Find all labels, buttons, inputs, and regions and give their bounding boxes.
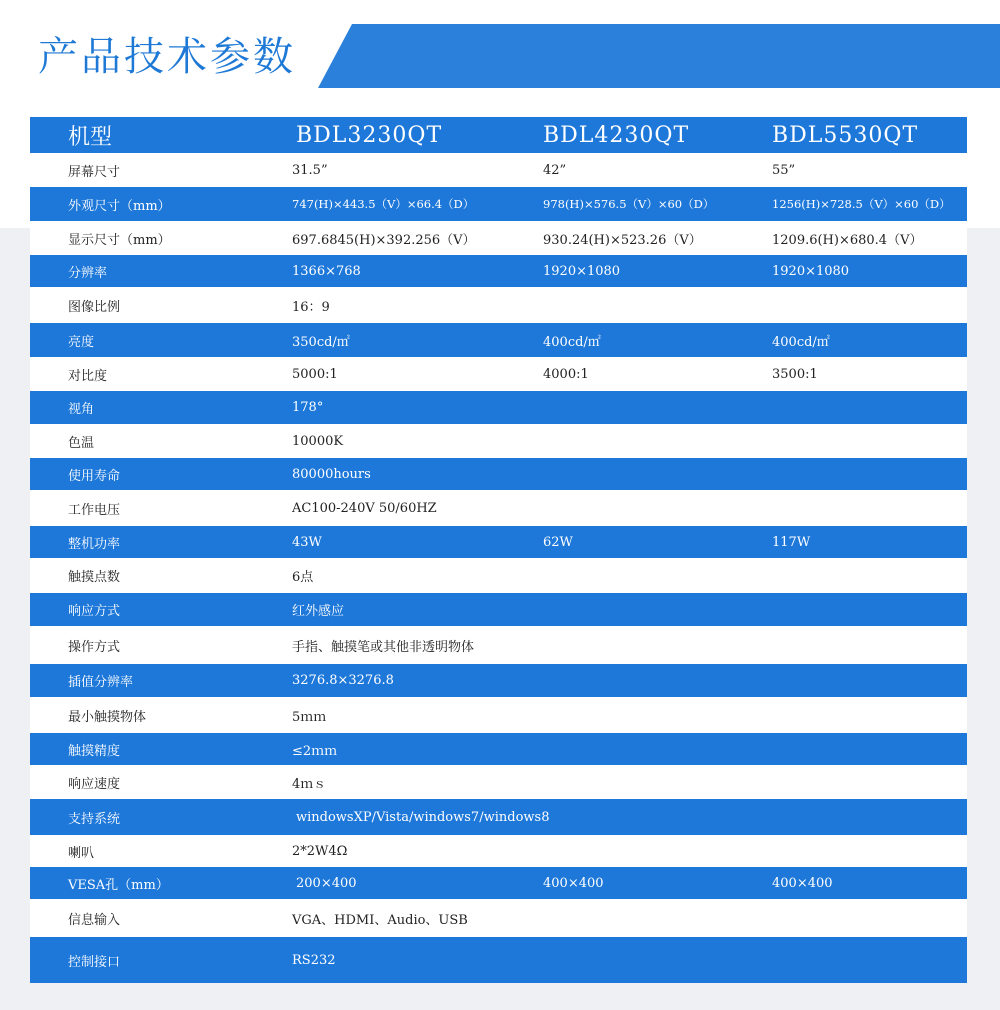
value-model-1: 5000:1 [292,366,338,382]
value-model-2: 978(H)×576.5（V）×60（D） [543,197,715,211]
table-row [30,255,967,287]
row-label: 整机功率 [68,536,121,552]
row-label: 外观尺寸（mm） [68,198,171,214]
header-model-1: BDL3230QT [296,122,443,148]
row-label: 对比度 [68,368,108,384]
row-label: VESA孔（mm） [68,877,169,893]
row-label: 视角 [68,402,95,417]
value-model-2: 930.24(H)×523.26（V） [543,232,702,248]
value-model-1: 红外感应 [292,604,345,619]
value-model-1: AC100-240V 50/60HZ [292,500,437,516]
table-row [30,799,967,835]
table-row [30,490,967,526]
value-model-1: 80000hours [292,466,371,482]
value-model-1: 697.6845(H)×392.256（V） [292,232,476,248]
table-row [30,424,967,458]
row-label: 触摸点数 [68,570,121,585]
table-row [30,187,967,221]
value-model-3: 1920×1080 [772,263,850,279]
row-label: 控制接口 [68,954,121,970]
value-model-1: ≤2ｍｍ [292,743,338,759]
value-model-2: 1920×1080 [543,263,621,279]
row-label: 信息输入 [68,912,121,928]
header-model-label: 机型 [68,124,113,150]
value-model-1: 178° [292,400,324,415]
value-model-3: 400×400 [772,875,833,891]
table-row [30,287,967,323]
value-model-2: 42” [543,162,567,178]
table-row [30,153,967,187]
value-model-1: 200×400 [296,875,357,891]
value-model-1: 16：9 [292,299,330,315]
value-model-3: 1256(H)×728.5（V）×60（D） [772,197,951,211]
row-label: 喇叭 [68,845,95,861]
header-model-2: BDL4230QT [543,122,690,148]
table-row [30,221,967,255]
value-model-1: 5ｍｍ [292,709,327,725]
table-row [30,867,967,899]
value-model-1: 3276.8×3276.8 [292,673,394,688]
value-model-1: 6点 [292,570,314,585]
value-model-1: RS232 [292,952,336,968]
value-model-3: 1209.6(H)×680.4（V） [772,232,923,248]
value-model-1: 350cd/㎡ [292,334,350,350]
row-label: 显示尺寸（mm） [68,232,171,248]
row-label: 图像比例 [68,299,121,315]
value-model-3: 55” [772,162,796,178]
title-banner [318,24,1000,88]
row-label: 响应方式 [68,604,121,619]
table-row [30,323,967,357]
value-model-3: 117W [772,534,811,550]
value-model-1: 10000K [292,433,344,449]
value-model-1: 手指、触摸笔或其他非透明物体 [292,639,475,655]
row-label: 工作电压 [68,502,121,518]
table-row [30,391,967,424]
table-row [30,458,967,490]
table-row [30,526,967,558]
value-model-2: 4000:1 [543,366,589,382]
row-label: 最小触摸物体 [68,709,147,725]
table-row [30,937,967,983]
row-label: 使用寿命 [68,468,121,484]
row-label: 亮度 [68,334,95,350]
value-model-1: windowsXP/Vista/windows7/windows8 [296,809,550,825]
row-label: 插值分辨率 [68,675,134,690]
row-label: 操作方式 [68,639,121,655]
value-model-2: 400×400 [543,875,604,891]
value-model-1: VGA、HDMI、Audio、USB [292,912,468,928]
value-model-1: 1366×768 [292,263,361,279]
table-row [30,558,967,593]
table-row [30,593,967,626]
table-header-row [30,117,967,153]
row-label: 色温 [68,435,95,451]
value-model-1: 747(H)×443.5（V）×66.4（D） [292,197,475,211]
table-row [30,835,967,867]
value-model-1: 4ｍｓ [292,776,327,792]
value-model-1: 2*2W4Ω [292,843,348,859]
header-model-3: BDL5530QT [772,122,919,148]
table-row [30,664,967,697]
row-label: 分辨率 [68,265,108,281]
table-row [30,765,967,799]
row-label: 屏幕尺寸 [68,164,121,180]
value-model-1: 43W [292,534,322,550]
table-row [30,697,967,733]
value-model-3: 3500:1 [772,366,818,382]
row-label: 响应速度 [68,776,121,792]
page-title: 产品技术参数 [38,34,296,80]
value-model-2: 62W [543,534,573,550]
table-row [30,733,967,765]
value-model-3: 400cd/㎡ [772,334,830,350]
row-label: 触摸精度 [68,743,121,759]
table-row [30,357,967,391]
value-model-1: 31.5” [292,162,328,178]
table-row [30,899,967,937]
table-row [30,626,967,664]
value-model-2: 400cd/㎡ [543,334,601,350]
spec-table [30,117,967,983]
row-label: 支持系统 [68,811,121,827]
